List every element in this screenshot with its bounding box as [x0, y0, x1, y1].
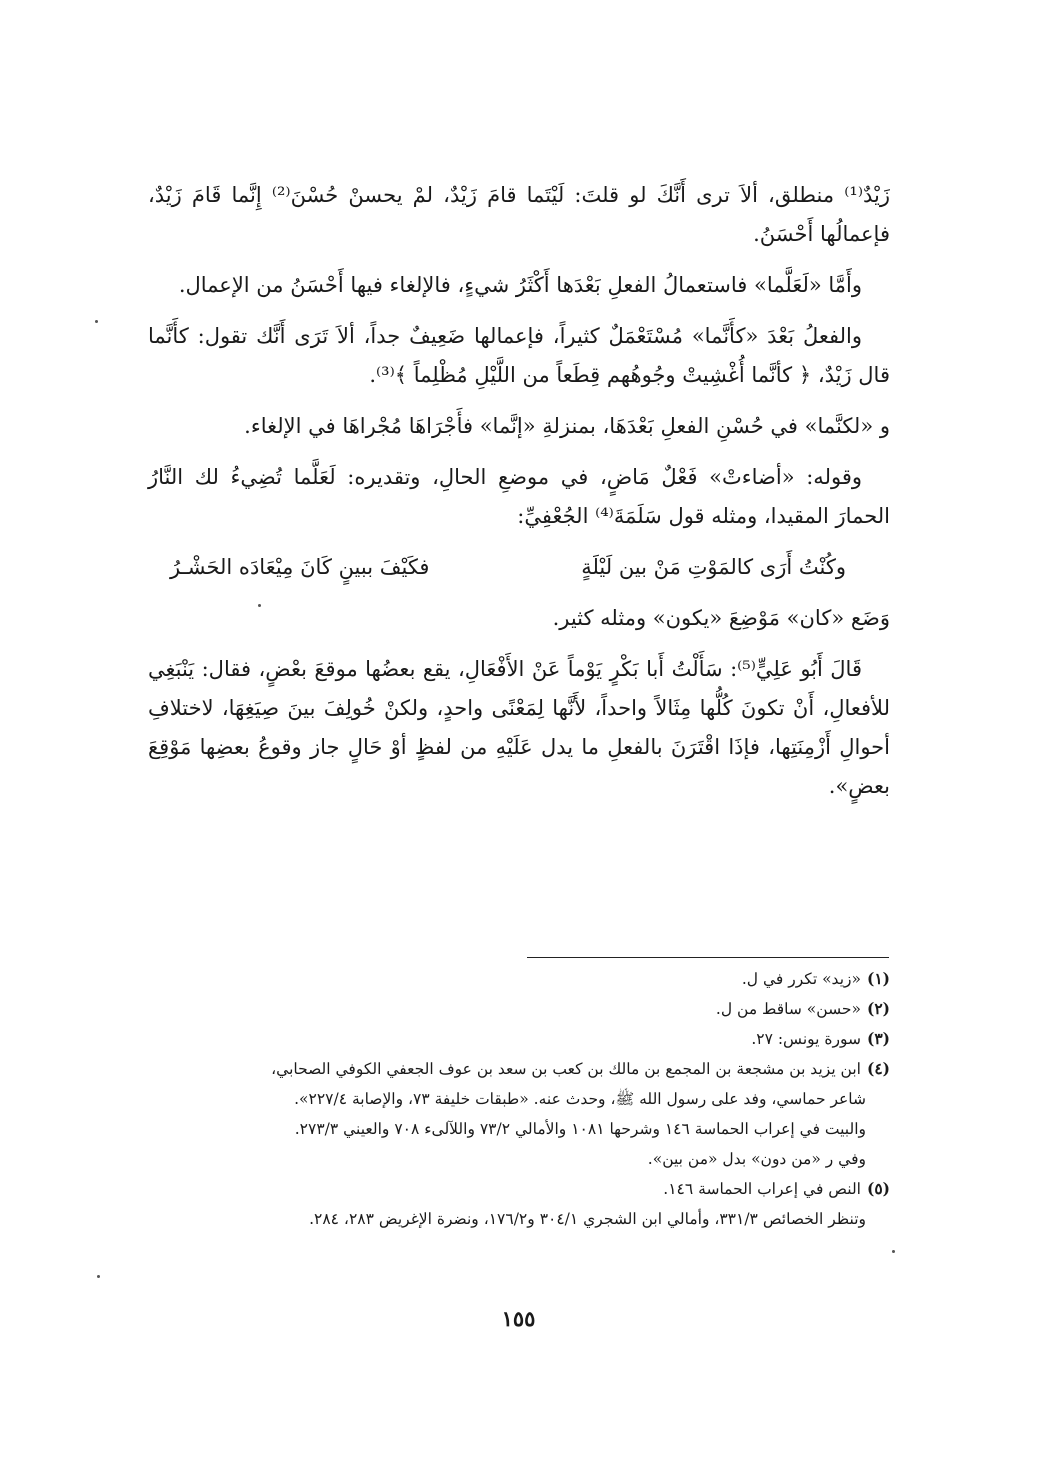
footnote: [148, 1024, 890, 1054]
verse-second-hemistich: فكَيْفَ ببينٍ كَانَ مِيْعَادَه الحَشْـرُ: [170, 555, 430, 579]
poem-verse: [148, 548, 890, 587]
footnote-divider: [527, 957, 889, 958]
paragraph: وَضَع «كان» مَوْضِعَ «يكون» ومثله كثير.: [552, 606, 890, 630]
footnote-text: النص في إعراب الحماسة ١٤٦.: [663, 1180, 861, 1198]
paragraph: قَالَ أَبُو عَلِيٍّ⁽⁵⁾: سَأَلْتُ أَبا بَكْرٍ يَوْماً عَنْ الأَفْعَالِ، يقع بعضُها موقعَ بعْضٍ، فقال: يَنْبَغِي للأفعالِ، أَنْ تكونَ كُلُّها مِثَالاً واحداً، لأَنَّها لِمَعْنًى واحدٍ، ولكنْ خُولِفَ بينَ صِيَغِهَا، لاختلافِ أحوالِ أَزْمِنَتِها، فإذَا اقْتَرَنَ بالفعلِ ما يدل عَلَيْهِ من لفظٍ أوْ حَالٍ جاز وقوعُ بعضِها مَوْقِعَ بعضٍ».: [148, 657, 890, 798]
scan-speck: [892, 1250, 895, 1253]
verse-first-hemistich: وكُنْتُ أَرَى كالمَوْتِ مَنْ بين لَيْلَةٍ: [581, 555, 846, 579]
paragraph: وأَمَّا «لَعَلَّما» فاستعمالُ الفعلِ بَعْدَها أَكْثَرُ شيءٍ، فالإلغاء فيها أَحْسَنُ من الإعمال.: [178, 273, 862, 297]
footnote-continuation: شاعر حماسي، وفد على رسول الله ﷺ، وحدث عنه. «طبقات خليفة ٧٣، والإصابة ٢٢٧/٤».: [294, 1090, 866, 1108]
footnote-number: (٤): [866, 1059, 890, 1078]
footnote-continuation: والبيت في إعراب الحماسة ١٤٦ وشرحها ١٠٨١ والأمالي ٧٣/٢ واللآلىء ٧٠٨ والعيني ٢٧٣/٣.: [294, 1120, 866, 1138]
paragraph: وقوله: «أضاءتْ» فَعْلٌ مَاضٍ، في موضعِ الحالِ، وتقديره: لَعَلَّما تُضِيءُ لك النَّارُ الحمارَ المقيدا، ومثله قول سَلَمَةَ⁽⁴⁾ الجُعْفِيِّ:: [148, 465, 890, 528]
footnote-number: (١): [866, 969, 890, 988]
footnote-text: «زيد» تكرر في ل.: [741, 970, 861, 988]
footnote-continuation: وتنظر الخصائص ٣٣١/٣، وأمالي ابن الشجري ٣٠٤/١ و١٧٦/٢، ونضرة الإغريض ٢٨٣، ٢٨٤.: [309, 1210, 866, 1228]
footnote-number: (٥): [866, 1179, 890, 1198]
footnote-number: (٢): [866, 999, 890, 1018]
footnote-number: (٣): [866, 1029, 890, 1048]
footnote-text: ابن يزيد بن مشجعة بن المجمع بن مالك بن كعب بن سعد بن عوف الجعفي الكوفي الصحابي،: [271, 1060, 861, 1078]
footnote: [148, 1054, 890, 1084]
paragraph: زَيْدٌ⁽¹⁾ منطلق، ألاَ ترى أَنَّكَ لو قلتَ: لَيْتَما قامَ زَيْدٌ، لمْ يحسنْ حُسْنَ⁽²⁾ إِنَّما قَامَ زَيْدٌ، فإعمالُها أَحْسَنُ.: [148, 183, 890, 246]
footnote-text: «حسن» ساقط من ل.: [715, 1000, 861, 1018]
main-text: [148, 176, 890, 818]
scan-speck: [258, 604, 261, 607]
paragraph: والفعلُ بَعْدَ «كأَنَّما» مُسْتَعْمَلٌ كثيراً، فإعمالها ضَعِيفٌ جداً، ألاَ تَرَى أَنَّك تقول: كأَنَّما قال زَيْدٌ، ﴿ كأنَّما أُغْشِيتْ وجُوهُهم قِطَعاً من اللَّيْلِ مُظْلِماً ﴾⁽³⁾.: [148, 324, 890, 387]
footnote-continuation: وفي ر «من دون» بدل «من بين».: [647, 1150, 866, 1168]
footnotes: [148, 964, 890, 1234]
footnote: [148, 1174, 890, 1204]
scan-speck: [95, 320, 98, 323]
page-number: ١٥٥: [501, 1306, 536, 1331]
footnote: [148, 994, 890, 1024]
footnote: [148, 964, 890, 994]
scan-speck: [97, 1275, 100, 1278]
footnote-text: سورة يونس: ٢٧.: [751, 1030, 861, 1048]
paragraph: و «لكنَّما» في حُسْنِ الفعلِ بَعْدَهَا، بمنزلةِ «إنَّما» فأَجْرَاهَا مُجْراهَا في الإلغاء.: [244, 414, 890, 438]
